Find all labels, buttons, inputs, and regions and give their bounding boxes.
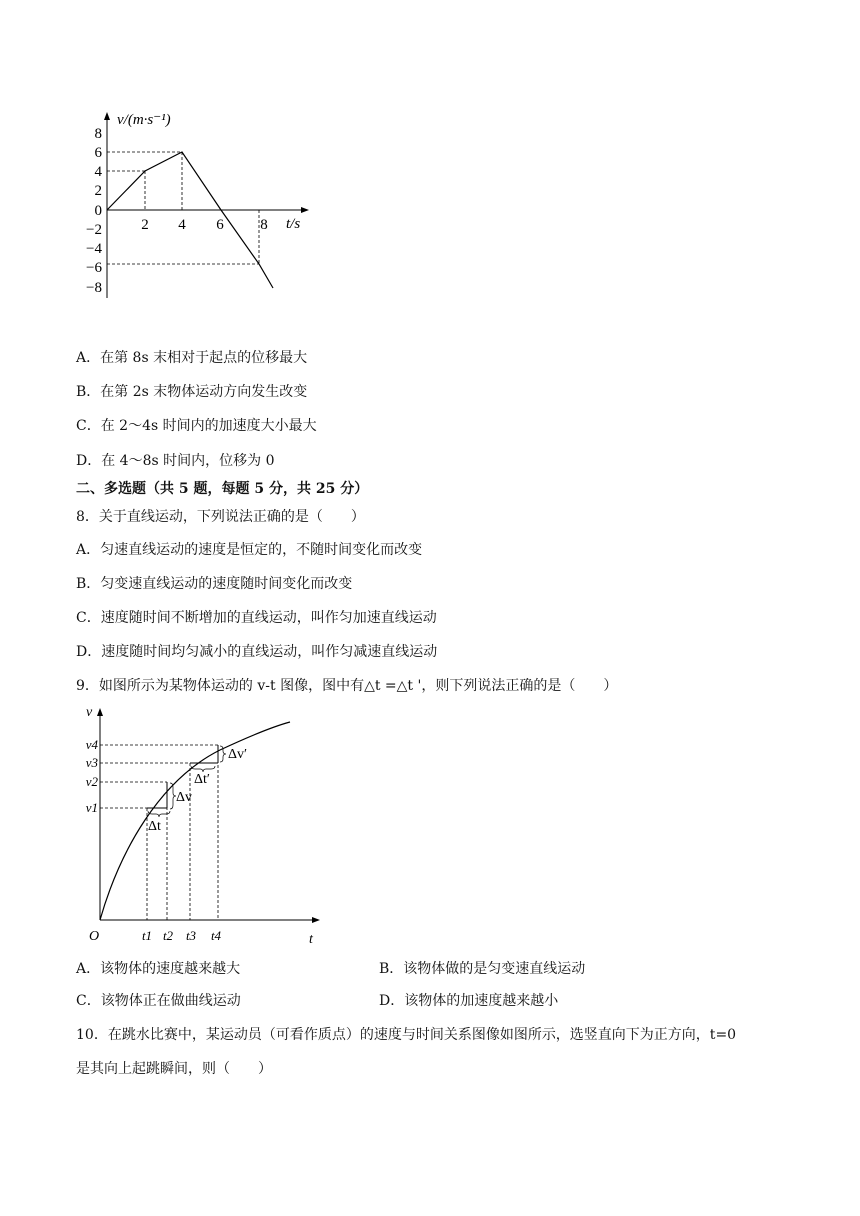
origin-label: O [89,929,100,944]
y-axis-label: v [86,705,93,720]
delta-v-prime-label: Δv′ [228,747,248,762]
v3-label: v3 [85,755,98,770]
t1-label: t1 [141,928,153,943]
q10-stem-line1: 10．在跳水比赛中，某运动员（可看作质点）的速度与时间关系图像如图所示，选竖直向下为正方向，t=0 [76,1027,737,1043]
y-tick-label: 6 [94,145,102,161]
y-tick-label: 2 [94,183,102,199]
q8-option-a: A．匀速直线运动的速度是恒定的，不随时间变化而改变 [76,542,423,558]
v4-label: v4 [85,737,98,752]
q8-option-b: B．匀变速直线运动的速度随时间变化而改变 [76,576,353,592]
q7-option-a: A．在第 8s 末相对于起点的位移最大 [76,350,308,366]
q7-option-b: B．在第 2s 末物体运动方向发生改变 [76,384,308,400]
t2-label: t2 [162,928,174,943]
x-tick-label: 2 [141,217,149,233]
q7-option-d: D．在 4～8s 时间内，位移为 0 [76,453,275,469]
velocity-time-graph-2 [80,700,330,950]
q9-option-c: C．该物体正在做曲线运动 [76,993,241,1009]
y-tick-label: −4 [86,241,102,257]
x-tick-label: 6 [216,217,224,233]
x-axis-label: t/s [286,216,301,232]
y-tick-label: 0 [94,203,102,219]
velocity-time-graph-1 [80,108,320,298]
x-tick-label: 4 [178,217,186,233]
y-tick-label: −6 [86,260,102,276]
q10-stem-line2: 是其向上起跳瞬间，则（ ） [76,1061,272,1077]
q8-option-c: C．速度随时间不断增加的直线运动，叫作匀加速直线运动 [76,610,437,626]
q9-option-b: B．该物体做的是匀变速直线运动 [379,961,586,977]
y-tick-label: 8 [94,126,102,142]
x-axis-label: t [309,932,313,947]
delta-t-prime-label: Δt′ [194,772,210,787]
delta-v-label: Δv [176,790,193,805]
y-axis-label: v/(m·s⁻¹) [117,112,171,128]
x-tick-label: 8 [260,217,268,233]
q7-option-c: C．在 2～4s 时间内的加速度大小最大 [76,418,317,434]
q9-stem: 9．如图所示为某物体运动的 v-t 图像，图中有△t =△t '，则下列说法正确的是（ ） [76,678,618,694]
y-tick-label: 4 [94,164,102,180]
t3-label: t3 [185,928,197,943]
v1-label: v1 [85,800,98,815]
q8-option-d: D．速度随时间均匀减小的直线运动，叫作匀减速直线运动 [76,644,438,660]
section-header: 二、多选题（共 5 题，每题 5 分，共 25 分） [76,481,369,497]
t4-label: t4 [210,928,222,943]
y-tick-label: −8 [86,280,102,296]
delta-t-label: Δt [148,819,161,834]
q8-stem: 8．关于直线运动，下列说法正确的是（ ） [76,509,365,525]
y-tick-label: −2 [86,222,102,238]
q9-option-d: D．该物体的加速度越来越小 [379,993,559,1009]
v2-label: v2 [85,774,98,789]
q9-option-a: A．该物体的速度越来越大 [76,961,241,977]
